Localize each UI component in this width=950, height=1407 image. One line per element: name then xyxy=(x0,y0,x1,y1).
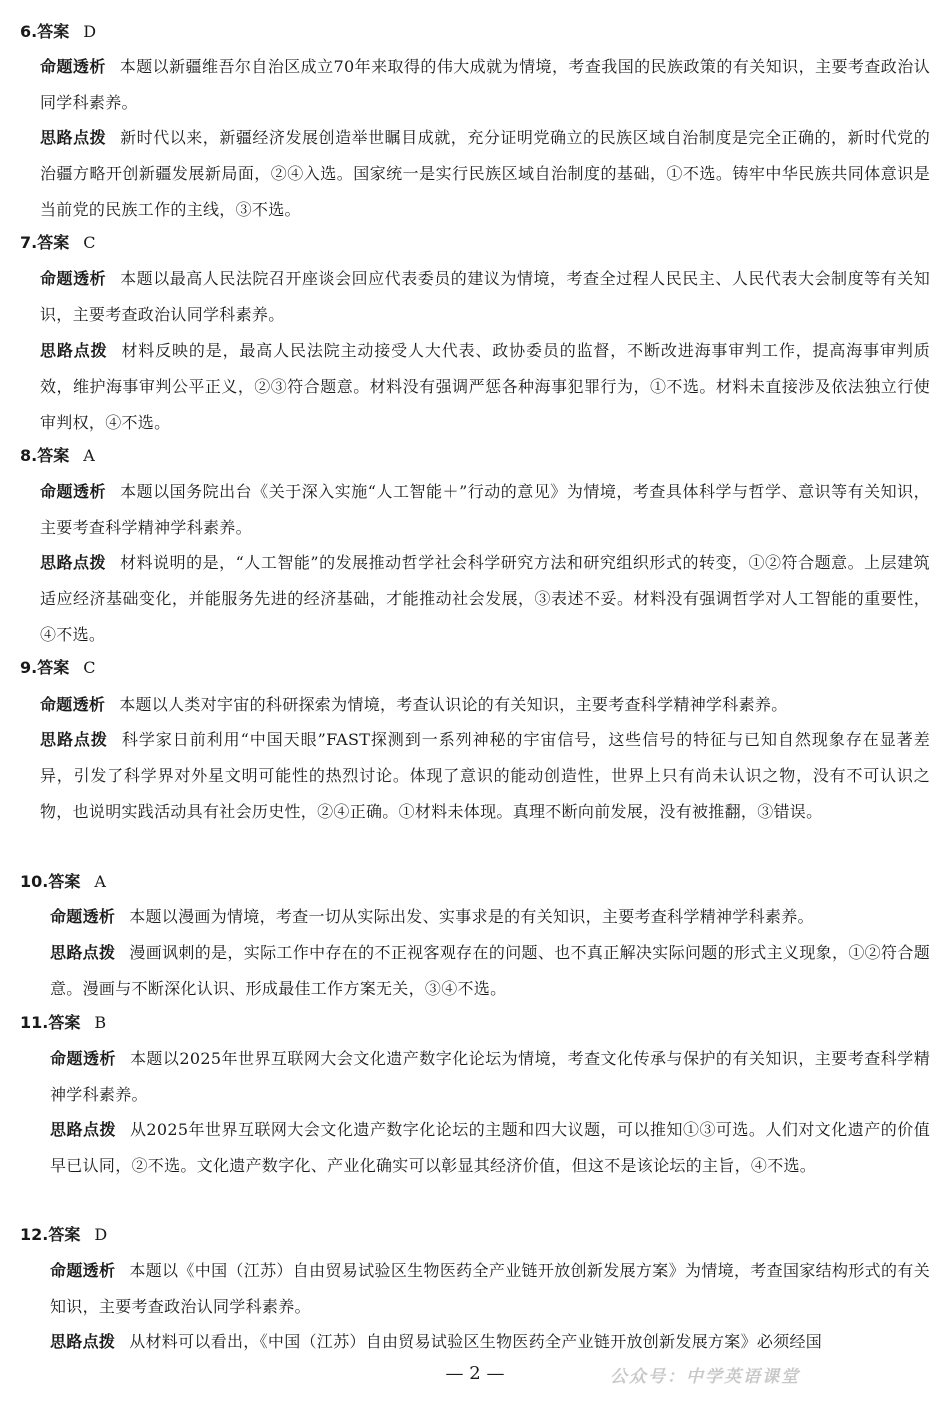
analysis-paragraph: 命题透析 本题以最高人民法院召开座谈会回应代表委员的建议为情境，考查全过程人民民主、人民代表大会制度等有关知识，主要考查政治认同学科素养。 xyxy=(40,269,931,324)
analysis-paragraph: 命题透析 本题以2025年世界互联网大会文化遗产数字化论坛为情境，考查文化传承与保护的有关知识，主要考查科学精神学科素养。 xyxy=(50,1049,930,1104)
analysis-paragraph: 命题透析 本题以漫画为情境，考查一切从实际出发、实事求是的有关知识，主要考查科学精神学科素养。 xyxy=(50,907,814,926)
analysis-paragraph: 命题透析 本题以人类对宇宙的科研探索为情境，考查认识论的有关知识，主要考查科学精神学科素养。 xyxy=(40,695,788,714)
approach-paragraph: 思路点拨 从2025年世界互联网大会文化遗产数字化论坛的主题和四大议题，可以推知①③可选。人们对文化遗产的价值早已认同，②不选。文化遗产数字化、产业化确实可以彰显其经济价值，但这不是该论坛的主旨，④不选。 xyxy=(50,1120,930,1175)
approach-paragraph: 思路点拨 材料反映的是，最高人民法院主动接受人大代表、政协委员的监督，不断改进海事审判工作，提高海事审判质效，维护海事审判公平正义，②③符合题意。材料没有强调严惩各种海事犯罪行为，①不选。材料未直接涉及依法独立行使审判权，④不选。 xyxy=(40,341,931,432)
answer-letter: B xyxy=(94,1013,107,1032)
approach-paragraph: 思路点拨 漫画讽刺的是，实际工作中存在的不正视客观存在的问题、也不真正解决实际问题的形式主义现象，①②符合题意。漫画与不断深化认识、形成最佳工作方案无关，③④不选。 xyxy=(50,943,931,998)
question-header: 6.答案 D xyxy=(20,22,97,41)
watermark: 公众号：中学英语课堂 xyxy=(610,1367,800,1387)
approach-paragraph: 思路点拨 新时代以来，新疆经济发展创造举世瞩目成就，充分证明党确立的民族区域自治制度是完全正确的，新时代党的治疆方略开创新疆发展新局面，②④入选。国家统一是实行民族区域自治制度的基础，①不选。铸牢中华民族共同体意识是当前党的民族工作的主线，③不选。 xyxy=(40,128,931,219)
answer-letter: A xyxy=(83,446,95,465)
approach-paragraph: 思路点拨 从材料可以看出，《中国（江苏）自由贸易试验区生物医药全产业链开放创新发展方案》必须经国 xyxy=(50,1332,823,1351)
answer-letter: C xyxy=(83,233,96,252)
analysis-paragraph: 命题透析 本题以新疆维吾尔自治区成立70年来取得的伟大成就为情境，考查我国的民族政策的有关知识，主要考查政治认同学科素养。 xyxy=(40,57,930,112)
answer-letter: D xyxy=(94,1225,108,1244)
question-header: 8.答案 A xyxy=(20,446,95,465)
question-header: 11.答案 B xyxy=(20,1013,107,1032)
question-header: 7.答案 C xyxy=(20,233,96,252)
question-header: 10.答案 A xyxy=(20,872,106,891)
analysis-paragraph: 命题透析 本题以国务院出台《关于深入实施“人工智能＋”行动的意见》为情境，考查具体科学与哲学、意识等有关知识，主要考查科学精神学科素养。 xyxy=(40,482,930,537)
answer-letter: C xyxy=(83,658,96,677)
question-header: 12.答案 D xyxy=(20,1225,108,1244)
question-header: 9.答案 C xyxy=(20,658,96,677)
answer-letter: A xyxy=(94,872,106,891)
analysis-paragraph: 命题透析 本题以《中国（江苏）自由贸易试验区生物医药全产业链开放创新发展方案》为情境，考查国家结构形式的有关知识，主要考查政治认同学科素养。 xyxy=(50,1261,931,1316)
approach-paragraph: 思路点拨 材料说明的是，“人工智能”的发展推动哲学社会科学研究方法和研究组织形式的转变，①②符合题意。上层建筑适应经济基础变化，并能服务先进的经济基础，才能推动社会发展，③表述不妥。材料没有强调哲学对人工智能的重要性，④不选。 xyxy=(40,553,930,644)
answer-letter: D xyxy=(83,22,97,41)
page-number: — 2 — xyxy=(445,1363,505,1384)
approach-paragraph: 思路点拨 科学家日前利用“中国天眼”FAST探测到一系列神秘的宇宙信号，这些信号的特征与已知自然现象存在显著差异，引发了科学界对外星文明可能性的热烈讨论。体现了意识的能动创造性，世界上只有尚未认识之物，没有不可认识之物，也说明实践活动具有社会历史性，②④正确。①材料未体现。真理不断向前发展，没有被推翻，③错误。 xyxy=(40,730,930,821)
